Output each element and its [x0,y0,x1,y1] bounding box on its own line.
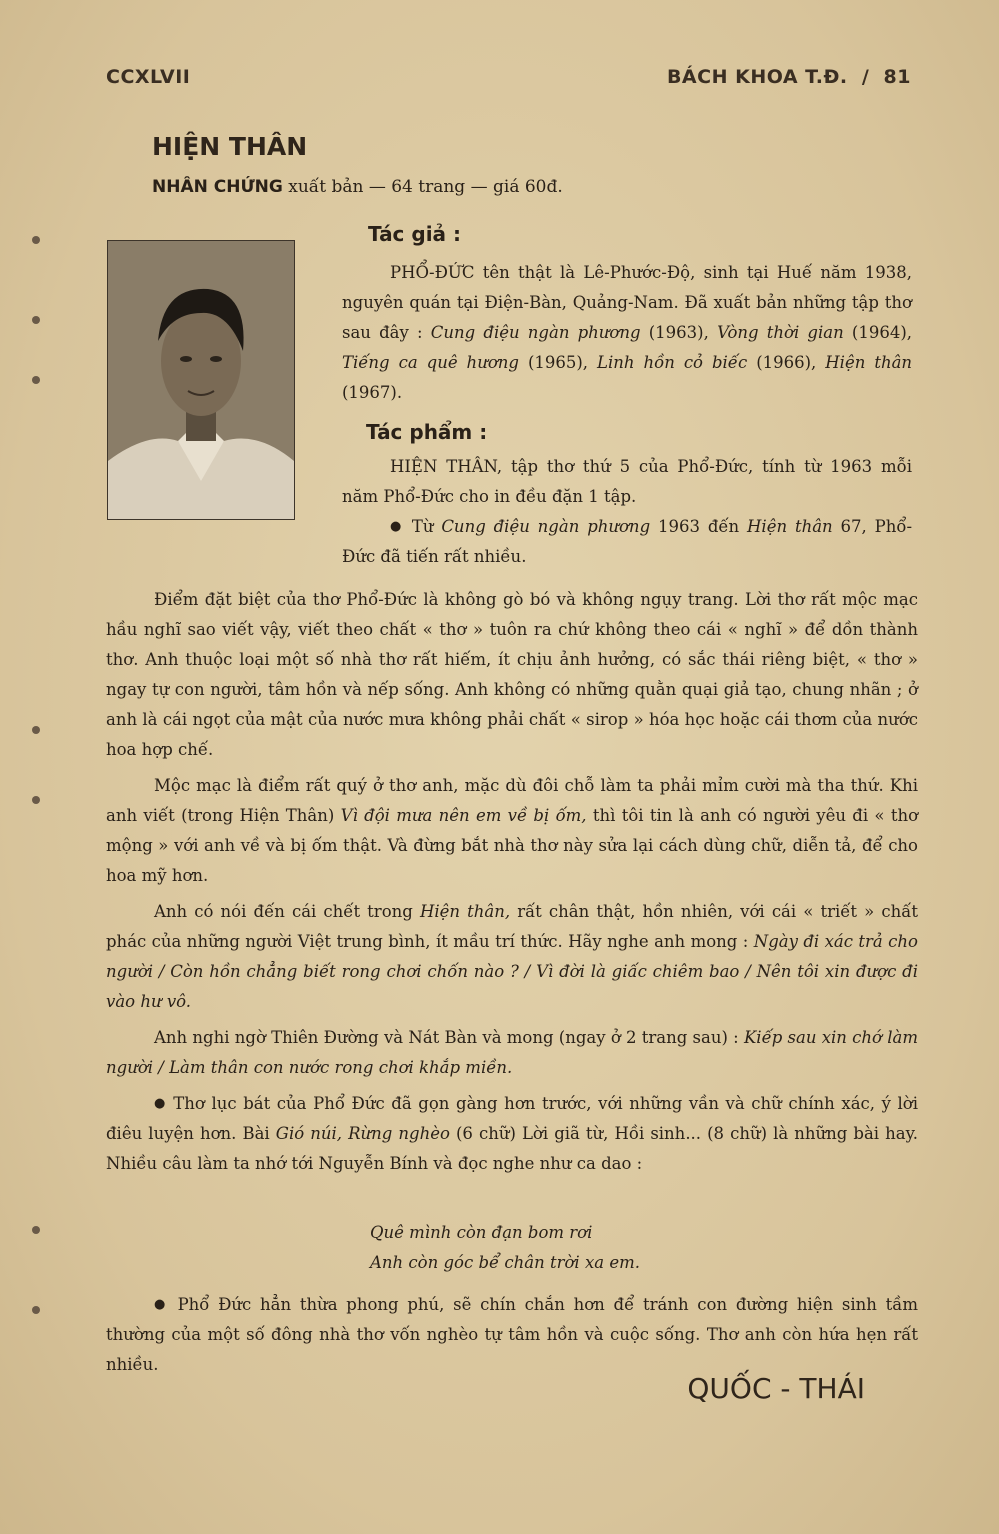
book-title: HIỆN THÂN [152,132,308,161]
publisher: NHÂN CHỨNG [152,177,283,197]
poem-line: Anh còn góc bể chân trời xa em. [370,1253,640,1272]
poem-line: Quê mình còn đạn bom rơi [370,1223,593,1242]
poem-excerpt [370,1218,640,1278]
page-number: 81 [883,66,911,88]
review-paragraph: ● Thơ lục bát của Phổ Đức đã gọn gàng hơn trước, với những vần và chữ chính xác, ý lời điêu luyện hơn. Bài Gió núi, Rừng nghèo (6 chữ) Lời giã từ, Hồi sinh... (8 chữ) là những bài hay. Nhiều câu làm ta nhớ tới Nguyễn Bính và đọc nghe như ca dao : [106,1094,919,1173]
binding-marks [30,0,42,1534]
running-header-left: CCXLVII [106,66,191,88]
review-body [106,585,918,1179]
running-header-right: BÁCH KHOA T.Đ. / 81 [666,66,911,88]
journal-name: BÁCH KHOA T.Đ. [666,66,848,88]
review-paragraph: Điểm đặt biệt của thơ Phổ-Đức là không gò bó và không ngụy trang. Lời thơ rất mộc mạc hầu nghĩ sao viết vậy, viết theo chất « thơ » tuôn ra chứ không theo cái « nghĩ » để dồn thành thơ. Anh thuộc loại một số nhà thơ rất hiếm, ít chịu ảnh hưởng, có sắc thái riêng biệt, « thơ » ngay tự con người, tâm hồn và nếp sống. Anh không có những quằn quại giả tạo, chung nhãn ; ở anh là cái ngọt của mật của nước mưa không phải chất « sirop » hóa học hoặc cái thơm của nước hoa hợp chế. [106,590,918,759]
reviewer-signature: QUỐC - THÁI [687,1372,865,1405]
review-paragraph: Mộc mạc là điểm rất quý ở thơ anh, mặc dù đôi chỗ làm ta phải mỉm cười mà tha thứ. Khi anh viết (trong Hiện Thân) Vì đội mưa nên em về bị ốm, thì tôi tin là anh có người yêu đi « thơ mộng » với anh về và bị ốm thật. Và đừng bắt nhà thơ này sửa lại cách dùng chữ, diễn tả, để cho hoa mỹ hơn. [106,776,919,885]
author-portrait [107,240,295,520]
work-paragraph: HIỆN THÂN, tập thơ thứ 5 của Phổ-Đức, tính từ 1963 mỗi năm Phổ-Đức cho in đều đặn 1 tập. ● Từ Cung điệu ngàn phương 1963 đến Hiện thân 67, Phổ-Đức đã tiến rất nhiều. [342,457,913,566]
closing-paragraph: ● Phổ Đức hẳn thừa phong phú, sẽ chín chắn hơn để tránh con đường hiện sinh tầm thường của một số đông nhà thơ vốn nghèo tự tâm hồn và cuộc sống. Thơ anh còn hứa hẹn rất nhiều. [106,1295,919,1374]
publication-line [152,177,563,197]
publication-details: xuất bản — 64 trang — giá 60đ. [288,177,563,197]
review-paragraph: Anh có nói đến cái chết trong Hiện thân, rất chân thật, hồn nhiên, với cái « triết » chất phác của những người Việt trung bình, ít mầu trí thức. Hãy nghe anh mong : Ngày đi xác trả cho người / Còn hồn chẳng biết rong chơi chốn nào ? / Vì đời là giấc chiêm bao / Nên tôi xin được đi vào hư vô. [106,902,918,1011]
section-heading-work: Tác phẩm : [366,420,488,444]
review-paragraph: Anh nghi ngờ Thiên Đường và Nát Bàn và mong (ngay ở 2 trang sau) : Kiếp sau xin chớ làm người / Làm thân con nước rong chơi khắp miền. [106,1028,918,1077]
section-heading-author: Tác giả : [368,222,462,246]
author-paragraph: PHỔ-ĐỨC tên thật là Lê-Phước-Độ, sinh tại Huế năm 1938, nguyên quán tại Điện-Bàn, Quảng-Nam. Đã xuất bản những tập thơ sau đây : Cung điệu ngàn phương (1963), Vòng thời gian (1964), Tiếng ca quê hương (1965), Linh hồn cỏ biếc (1966), Hiện thân (1967). [342,263,913,402]
